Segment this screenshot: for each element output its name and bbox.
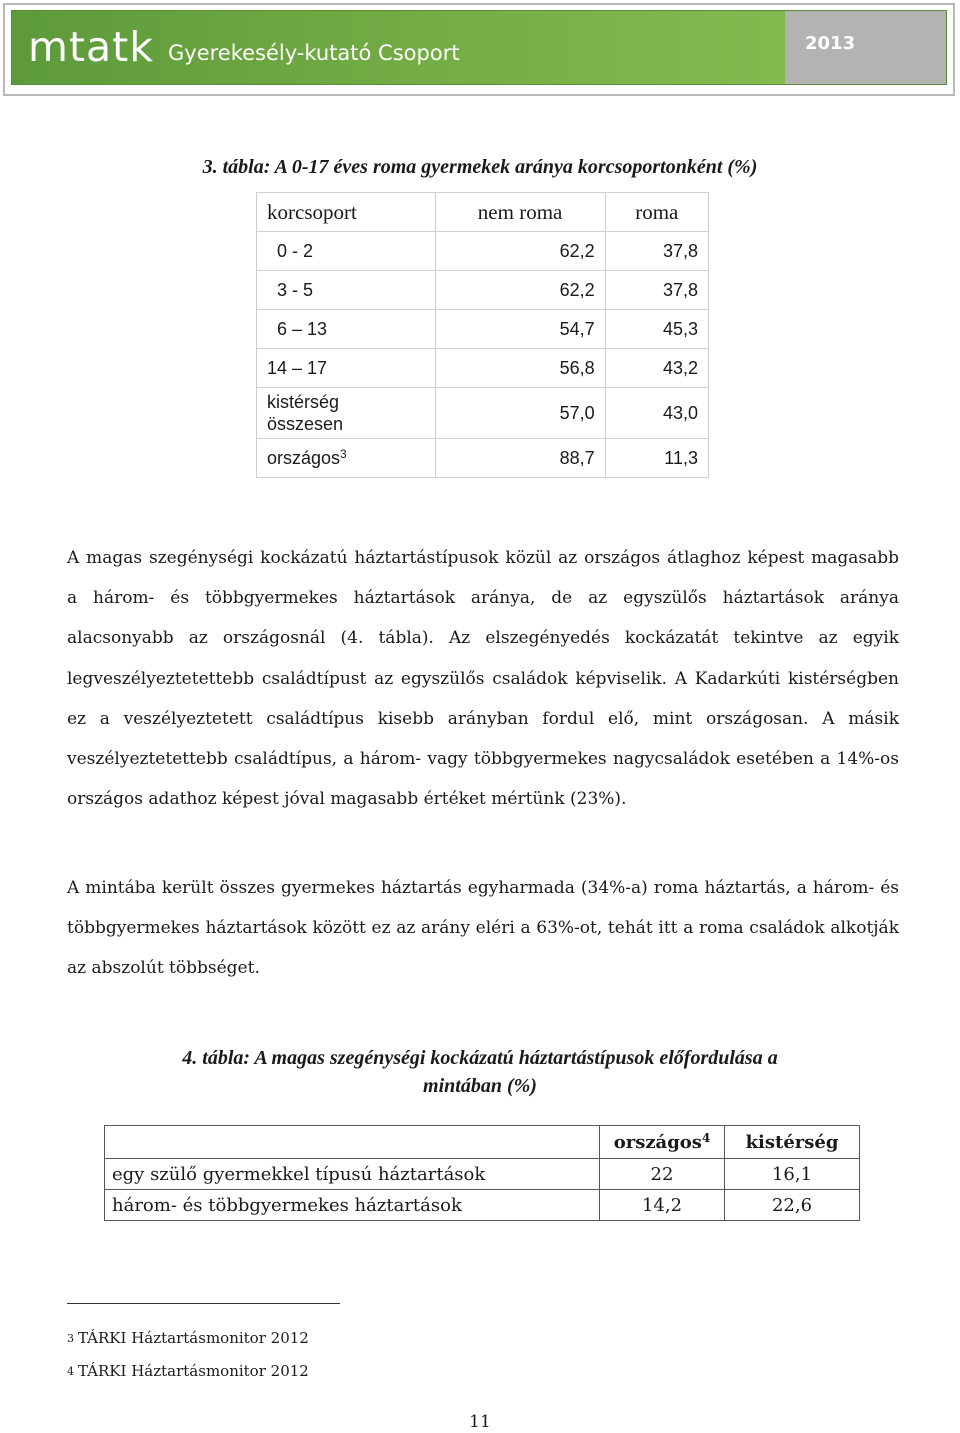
table4-header-row — [105, 1126, 860, 1159]
header-banner — [11, 10, 947, 85]
nem-roma-value: 62,2 — [435, 232, 605, 271]
table3-header-korcsoport: korcsoport — [257, 193, 436, 232]
roma-value: 37,8 — [605, 271, 708, 310]
table4-header-orszagos — [600, 1126, 725, 1159]
row-label: 0 - 2 — [257, 232, 436, 271]
body-paragraph-2: A mintába került összes gyermekes háztartás egyharmada (34%-a) roma háztartás, a három- és többgyermekes háztartások között ez az arány eléri a 63%-ot, tehát itt a roma családok alkotják az abszolút többséget. — [67, 878, 899, 979]
table4 — [104, 1125, 860, 1221]
roma-value: 45,3 — [605, 310, 708, 349]
table-row — [257, 388, 709, 439]
row-label — [257, 439, 436, 478]
table3 — [256, 192, 709, 478]
table-row — [105, 1190, 860, 1221]
table-row — [257, 232, 709, 271]
table4-header-kisterseg: kistérség — [725, 1126, 860, 1159]
footnote-text: TÁRKI Háztartásmonitor 2012 — [78, 1362, 309, 1380]
table4-caption-line1: 4. tábla: A magas szegénységi kockázatú háztartástípusok előfordulása a — [182, 1047, 778, 1069]
footnote-number: 4 — [67, 1365, 74, 1378]
footnote-separator — [67, 1303, 340, 1304]
row-label-line2: összesen — [267, 414, 344, 434]
table-row — [105, 1159, 860, 1190]
header-year: 2013 — [805, 33, 856, 54]
table3-header-row — [257, 193, 709, 232]
nem-roma-value: 57,0 — [435, 388, 605, 439]
table-row — [257, 310, 709, 349]
footnote-3 — [67, 1329, 309, 1347]
footnote-text: TÁRKI Háztartásmonitor 2012 — [78, 1329, 309, 1347]
table4-caption — [0, 1044, 960, 1100]
table3-header-roma: roma — [605, 193, 708, 232]
row-label: három- és többgyermekes háztartások — [105, 1190, 600, 1221]
nem-roma-value: 56,8 — [435, 349, 605, 388]
orszagos-value: 22 — [600, 1159, 725, 1190]
table-row — [257, 271, 709, 310]
nem-roma-value: 88,7 — [435, 439, 605, 478]
kisterseg-value: 22,6 — [725, 1190, 860, 1221]
table4-caption-line2: mintában (%) — [423, 1075, 537, 1097]
row-label-line1: kistérség — [267, 392, 340, 412]
table-row — [257, 439, 709, 478]
row-label: 3 - 5 — [257, 271, 436, 310]
footnote-ref[interactable]: 3 — [340, 447, 347, 461]
year-box — [785, 11, 946, 84]
footnote-number: 3 — [67, 1332, 74, 1345]
table-row — [257, 349, 709, 388]
roma-value: 43,0 — [605, 388, 708, 439]
table3-caption: 3. tábla: A 0-17 éves roma gyermekek aránya korcsoportonként (%) — [202, 156, 758, 178]
nem-roma-value: 54,7 — [435, 310, 605, 349]
row-label: 6 ‒ 13 — [257, 310, 436, 349]
roma-value: 43,2 — [605, 349, 708, 388]
kisterseg-value: 16,1 — [725, 1159, 860, 1190]
header-subtitle: Gyerekesély-kutató Csoport — [168, 41, 460, 65]
footnote-4 — [67, 1362, 309, 1380]
nem-roma-value: 62,2 — [435, 271, 605, 310]
roma-value: 37,8 — [605, 232, 708, 271]
row-label: egy szülő gyermekkel típusú háztartások — [105, 1159, 600, 1190]
orszagos-value: 14,2 — [600, 1190, 725, 1221]
row-label-text: országos — [267, 448, 341, 468]
body-paragraph-1: A magas szegénységi kockázatú háztartástípusok közül az országos átlaghoz képest magasabb a három- és többgyermekes háztartások aránya, de az egyszülős háztartások aránya alacsonyabb az országosnál (4. tábla). Az elszegényedés kockázatát tekintve az egyik legveszélyeztetettebb családtípust az egyszülős családok képviselik. A Kadarkúti kistérségben ez a veszélyeztetett családtípus kisebb arányban fordul elő, mint országosan. A másik veszélyeztetettebb családtípus, a három- vagy többgyermekes nagycsaládok esetében a 14%-os országos adathoz képest jóval magasabb értéket mértünk (23%). — [67, 548, 899, 810]
row-label — [257, 388, 436, 439]
row-label: 14 ‒ 17 — [257, 349, 436, 388]
page-number: 11 — [469, 1412, 491, 1432]
roma-value: 11,3 — [605, 439, 708, 478]
table3-header-nem-roma: nem roma — [435, 193, 605, 232]
page-header — [3, 3, 955, 96]
table4-header-empty — [105, 1126, 600, 1159]
header-orszagos-text: országos — [613, 1132, 702, 1153]
footnote-ref[interactable]: 4 — [701, 1131, 711, 1145]
mtatk-logo: mtatk — [28, 23, 154, 71]
